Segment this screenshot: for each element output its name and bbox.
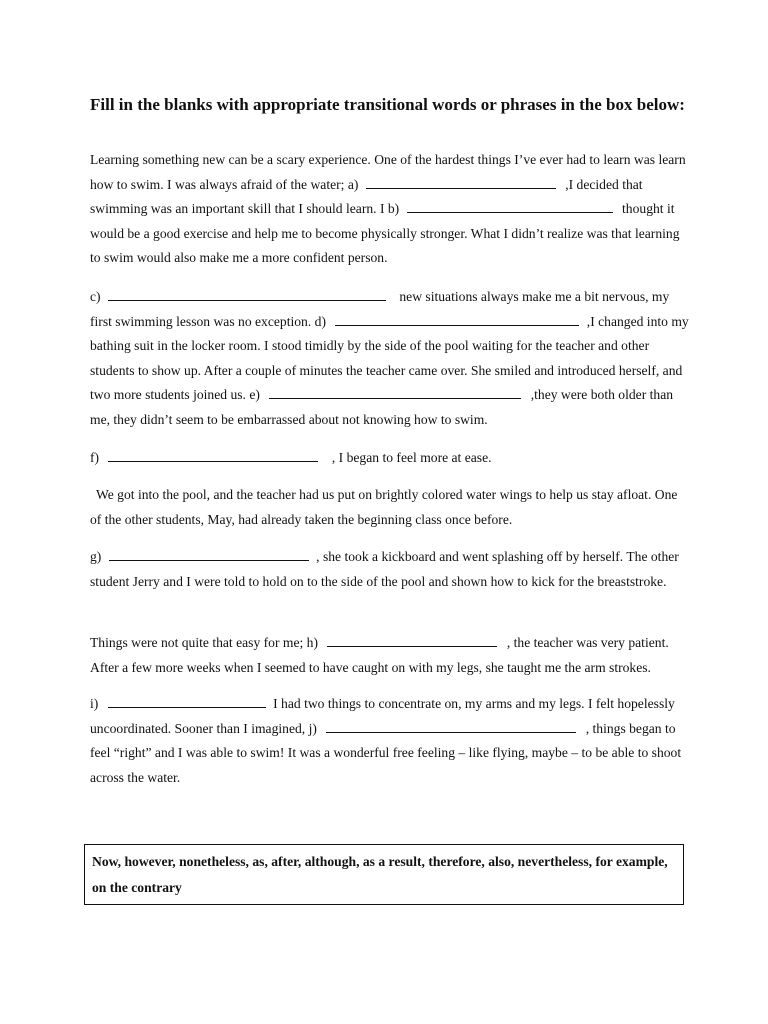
blank-d[interactable] [335, 313, 579, 326]
word-bank-box [84, 844, 684, 905]
paragraph-7-text-3: , things began to feel “right” and I was able to swim! It was a wonderful free feeling – like flying, maybe – to be able to shoot across the water. [90, 720, 682, 785]
paragraph-2 [90, 285, 690, 433]
instructions-heading: Fill in the blanks with appropriate transitional words or phrases in the box below: [90, 95, 685, 114]
blank-e[interactable] [269, 386, 521, 399]
paragraph-5 [90, 545, 690, 594]
paragraph-3-text-2: , I began to feel more at ease. [331, 450, 492, 465]
blank-j[interactable] [326, 720, 576, 733]
paragraph-7 [90, 692, 690, 790]
paragraph-6 [90, 631, 690, 680]
paragraph-1 [90, 148, 690, 271]
paragraph-1-text-3: thought it would be a good exercise and help me to become physically stronger. What I didn’t realize was that learning to swim would also make me a more confident person. [90, 201, 680, 266]
blank-f[interactable] [108, 449, 318, 462]
word-bank-text: Now, however, nonetheless, as, after, although, as a result, therefore, also, nevertheless, for example, on the contrary [92, 854, 668, 895]
blank-i[interactable] [108, 695, 266, 708]
paragraph-4 [90, 483, 690, 532]
paragraph-7-text-2: I had two things to concentrate on, my arms and my legs. I felt hopelessly uncoordinated. Sooner than I imagined, j) [90, 696, 675, 736]
paragraph-3 [90, 446, 690, 471]
paragraph-5-text-2: , she took a kickboard and went splashing off by herself. The other student Jerry and I were told to hold on to the side of the pool and shown how to kick for the breaststroke. [90, 549, 679, 589]
paragraph-3-text-1: f) [90, 450, 100, 465]
paragraph-6-text-1: Things were not quite that easy for me; h) [90, 635, 319, 650]
paragraph-4-text-1: We got into the pool, and the teacher had us put on brightly colored water wings to help us stay afloat. One of the other students, May, had already taken the beginning class once before. [90, 487, 678, 527]
blank-g[interactable] [109, 548, 309, 561]
blank-b[interactable] [407, 200, 613, 213]
paragraph-2-text-4: ,they were both older than me, they didn’t seem to be embarrassed about not knowing how to swim. [90, 387, 674, 427]
blank-a[interactable] [366, 176, 556, 189]
paragraph-1-text-1: Learning something new can be a scary experience. One of the hardest things I’ve ever had to learn was learn how to swim. I was always afraid of the water; a) [90, 152, 686, 192]
paragraph-2-text-2: new situations always make me a bit nervous, my first swimming lesson was no exception. d) [90, 289, 670, 329]
paragraph-6-text-2: , the teacher was very patient. After a few more weeks when I seemed to have caught on with my legs, she taught me the arm strokes. [90, 635, 669, 675]
paragraph-2-text-1: c) [90, 289, 101, 304]
paragraph-2-text-3: ,I changed into my bathing suit in the locker room. I stood timidly by the side of the pool waiting for the teacher and other students to show up. After a couple of minutes the teacher came over. She smiled and introduced herself, and two more students joined us. e) [90, 313, 689, 403]
paragraph-5-text-1: g) [90, 549, 102, 564]
paragraph-7-text-1: i) [90, 696, 99, 711]
blank-c[interactable] [108, 288, 386, 301]
paragraph-1-text-2: ,I decided that swimming was an important skill that I should learn. I b) [90, 176, 643, 217]
blank-h[interactable] [327, 634, 497, 647]
